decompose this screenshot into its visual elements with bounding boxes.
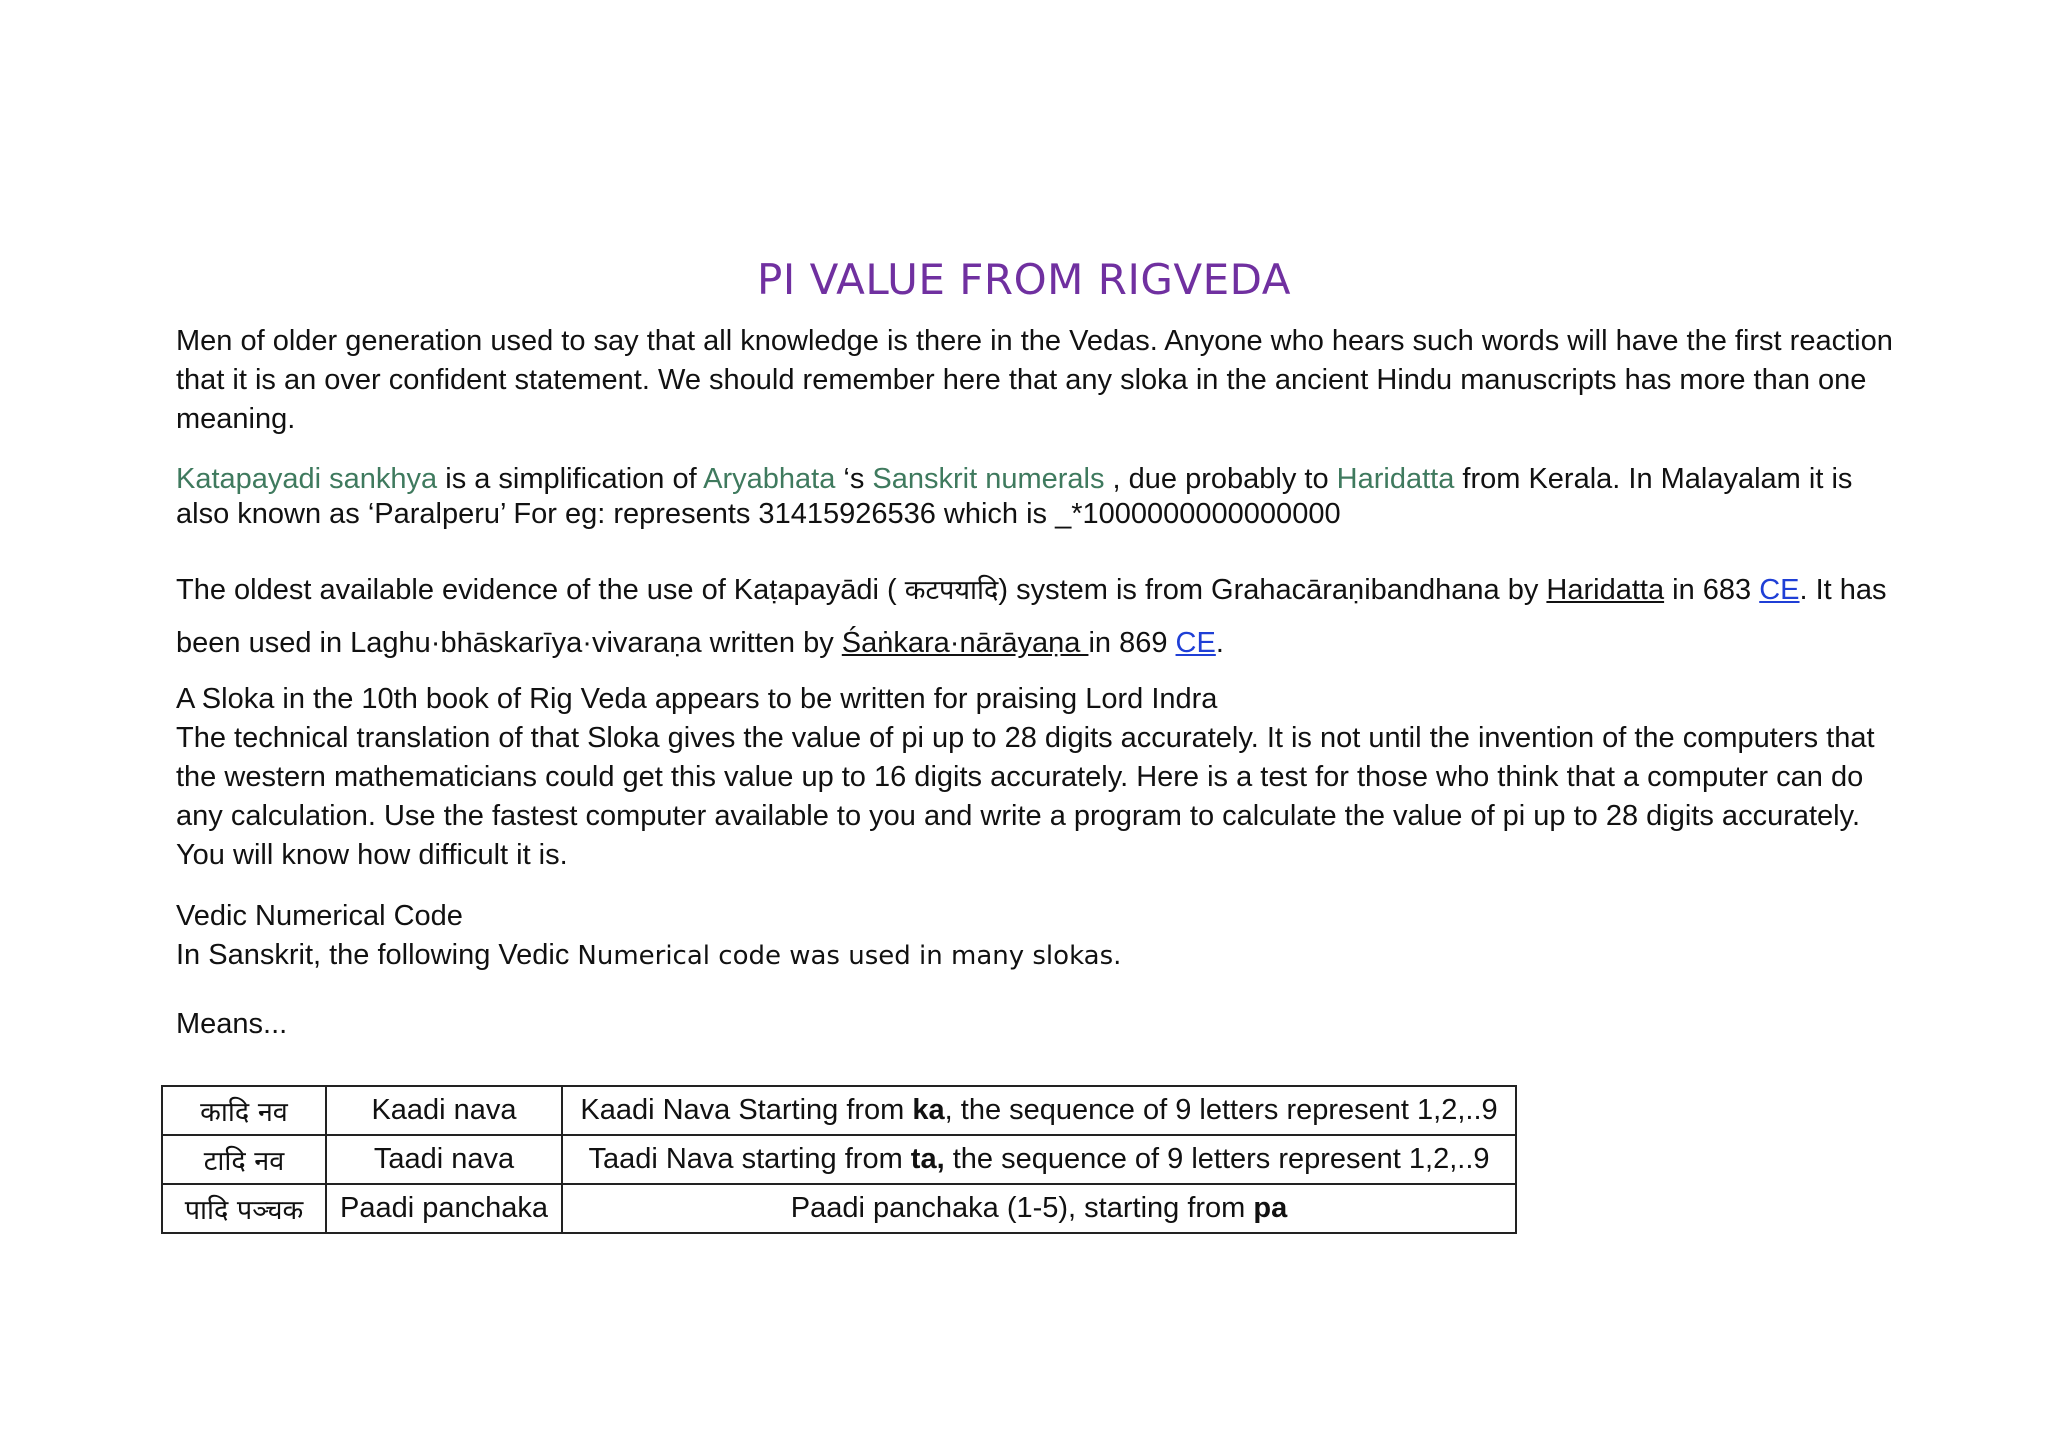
devanagari-katapayadi: कटपयादि — [904, 575, 999, 606]
aryabhata-term: Aryabhata — [703, 463, 836, 495]
vedic-code-section — [176, 897, 1896, 976]
intro-paragraph: Men of older generation used to say that all knowledge is there in the Vedas. Anyone who hears such words will have the first reaction that it is an over confident statement. We should remember here that any sloka in the ancient Hindu manuscripts has more than one meaning. — [176, 325, 1893, 435]
means-text: Means... — [176, 1008, 288, 1040]
sanskrit-cell: टादि नव — [162, 1135, 326, 1184]
rigveda-paragraph — [176, 680, 1896, 875]
name-cell: Kaadi nava — [326, 1086, 562, 1135]
text-run: , the sequence of 9 letters represent 1,2,..9 — [944, 1094, 1498, 1126]
name-cell: Taadi nava — [326, 1135, 562, 1184]
evidence-paragraph — [176, 564, 1896, 669]
table-row — [162, 1184, 1516, 1233]
vedic-code-table — [161, 1085, 1517, 1234]
katapayadi-term: Katapayadi sankhya — [176, 463, 438, 495]
text-run: , due probably to — [1104, 463, 1337, 495]
description-cell — [562, 1086, 1516, 1135]
sankara-link[interactable]: Śaṅkara·nārāyaṇa — [841, 627, 1089, 659]
text-run: . It has been used in Laghu·bhāskarīya·vivaraṇa written by — [176, 574, 1887, 659]
table-row — [162, 1086, 1516, 1135]
text-run: from Kerala. In Malayalam it is also known as ‘Paralperu’ For eg: represents 31415926536 which is _*1000000000000000 — [176, 463, 1853, 530]
text-run-small: Numerical code was used in many slokas. — [577, 941, 1122, 971]
section-heading: Vedic Numerical Code — [176, 900, 463, 932]
page-title: PI VALUE FROM RIGVEDA — [757, 255, 1291, 304]
haridatta-link[interactable]: Haridatta — [1546, 574, 1665, 606]
bold-letter: pa — [1253, 1192, 1288, 1224]
bold-letter: ta, — [910, 1143, 945, 1175]
text-run: ‘s — [835, 463, 873, 495]
text-run: . — [1215, 627, 1224, 659]
text-run: the sequence of 9 letters represent 1,2,..9 — [944, 1143, 1490, 1175]
text-run: in 869 — [1088, 627, 1176, 659]
name-cell: Paadi panchaka — [326, 1184, 562, 1233]
text-run: in 683 — [1664, 574, 1760, 606]
text-run: ) system is from Grahacāraṇibandhana by — [998, 574, 1547, 606]
ce-link-2[interactable]: CE — [1175, 627, 1216, 659]
text-run: In Sanskrit, the following Vedic — [176, 939, 578, 971]
ce-link[interactable]: CE — [1759, 574, 1800, 606]
text-run: is a simplification of — [437, 463, 704, 495]
bold-letter: ka — [912, 1094, 945, 1126]
text-run: Kaadi Nava Starting from — [580, 1094, 913, 1126]
sanskrit-numerals-term: Sanskrit numerals — [872, 463, 1105, 495]
text-run: Paadi panchaka (1-5), starting from — [790, 1192, 1254, 1224]
haridatta-term: Haridatta — [1336, 463, 1455, 495]
rigveda-line: A Sloka in the 10th book of Rig Veda appears to be written for praising Lord Indra — [176, 683, 1218, 715]
text-run: The oldest available evidence of the use of Kaṭapayādi ( — [176, 574, 905, 606]
sanskrit-cell: कादि नव — [162, 1086, 326, 1135]
description-cell — [562, 1184, 1516, 1233]
description-cell — [562, 1135, 1516, 1184]
rigveda-body: The technical translation of that Sloka gives the value of pi up to 28 digits accurately. It is not until the invention of the computers that the western mathematicians could get this value up to 16 digits accurately. Here is a test for those who think that a computer can do any calculation. Use the fastest computer available to you and write a program to calculate the value of pi up to 28 digits accurately. You will know how difficult it is. — [176, 722, 1875, 871]
sanskrit-cell: पादि पञ्चक — [162, 1184, 326, 1233]
katapayadi-paragraph — [176, 462, 1896, 532]
section-text — [176, 936, 1896, 976]
table-row — [162, 1135, 1516, 1184]
text-run: Taadi Nava starting from — [588, 1143, 911, 1175]
